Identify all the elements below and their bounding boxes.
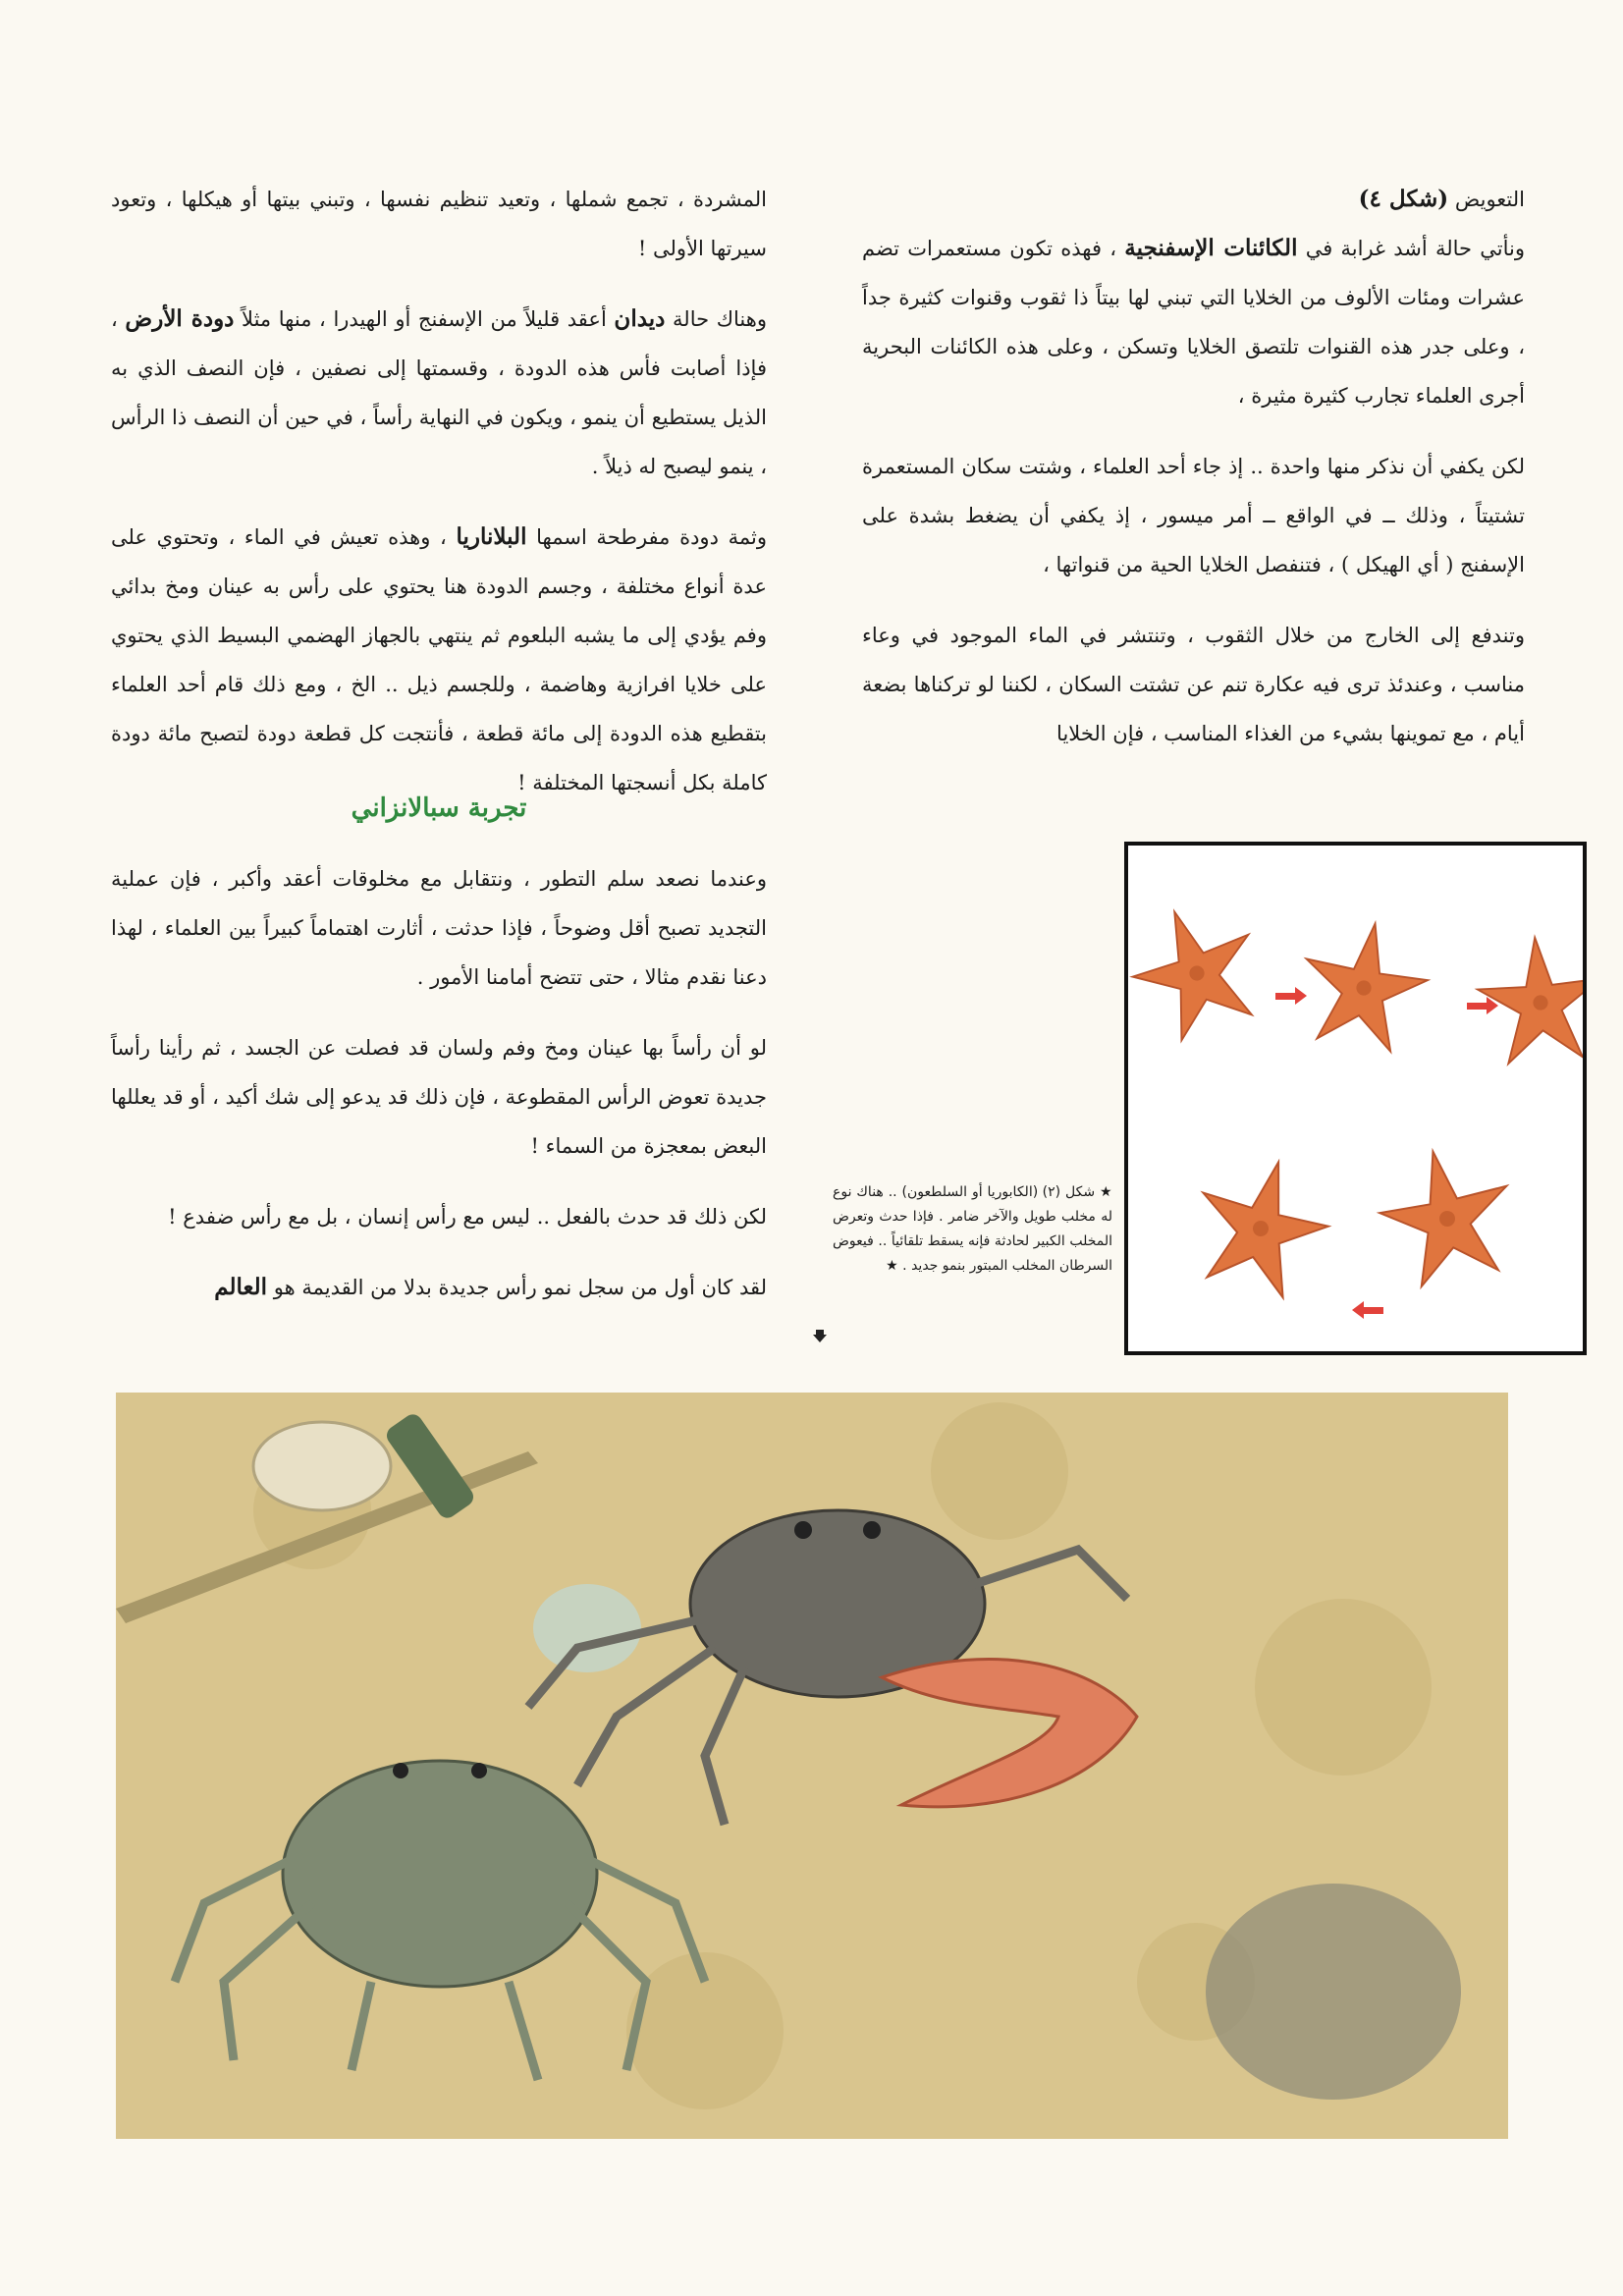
paragraph: وتندفع إلى الخارج من خلال الثقوب ، وتنتشر في الماء الموجود في وعاء مناسب ، وعندئذ ترى فيه عكارة تنم عن تشتت السكان ، لكننا لو تركناها بضعة أيام ، مع تموينها بشيء من الغذاء المناسب ، فإن الخلايا	[862, 624, 1525, 745]
starfish-shape	[1182, 1145, 1341, 1304]
highlight-term: ديدان	[614, 305, 666, 332]
paragraph: لكن يكفي أن نذكر منها واحدة .. إذ جاء أحد العلماء ، وشتت سكان المستعمرة تشتيتاً ، وذلك ــ في الواقع ــ أمر ميسور ، إذ يكفي أن يضغط بشدة على الإسفنج ( أي الهيكل ) ، فتنفصل الخلايا الحية من قنواتها ،	[862, 455, 1525, 576]
arrow-icon	[1275, 987, 1307, 1005]
paragraph-text: ، فإذا أصابت فأس هذه الدودة ، وقسمتها إلى نصفين ، فإن النصف الذي به الذيل يستطيع أن ينمو ، ويكون في النهاية رأساً ، في حين أن النصف ذا الرأس ، ينمو ليصبح له ذيلاً .	[111, 307, 767, 478]
paragraph	[862, 224, 1525, 420]
starfish-shape	[1474, 932, 1583, 1066]
pebble-shape	[533, 1584, 641, 1672]
paragraph	[111, 295, 767, 491]
rock-shape	[1206, 1884, 1461, 2100]
figure-reference: (شكل ٤)	[1358, 186, 1449, 212]
paragraph-text: ، فهذه تكون مستعمرات تضم عشرات ومئات الألوف من الخلايا التي تبني لها بيتاً ذا ثقوب وقنوات كثيرة جداً ، وعلى جدر هذه القنوات تلتصق الخلايا وتسكن ، وعلى هذه الكائنات البحرية أجرى العلماء تجارب كثيرة مثيرة ،	[862, 237, 1525, 408]
right-text-column	[862, 175, 1525, 780]
section-heading: تجربة سبالانزاني	[351, 793, 527, 823]
starfish-illustration	[1124, 842, 1587, 1355]
highlight-term: الكائنات الإسفنجية	[1124, 235, 1298, 261]
down-arrow-icon	[812, 1328, 828, 1343]
starfish-shape	[1293, 913, 1435, 1056]
paragraph: المشردة ، تجمع شملها ، وتعيد تنظيم نفسها ، وتبني بيتها أو هيكلها ، وتعود سيرتها الأولى !	[111, 188, 767, 260]
paragraph-text: وثمة دودة مفرطحة اسمها	[536, 525, 767, 549]
left-text-column-lower	[111, 854, 767, 1334]
highlight-term: العالم	[214, 1274, 268, 1300]
highlight-term: البلاناريا	[456, 523, 527, 550]
paragraph-text: ونأتي حالة أشد غرابة في	[1305, 237, 1525, 260]
figure-caption: ★ شكل (٢) (الكابوريا أو السلطعون) .. هناك نوع له مخلب طويل والآخر ضامر . فإذا حدث وتعرض المخلب الكبير لحادثة فإنه يسقط تلقائياً .. فيعوض السرطان المخلب المبتور بنمو جديد . ★	[833, 1184, 1112, 1274]
shell-shape	[253, 1422, 391, 1510]
paragraph-text: أعقد قليلاً من الإسفنج أو الهيدرا ، منها مثلاً	[242, 307, 607, 331]
top-line-text: التعويض	[1454, 188, 1525, 211]
paragraph	[111, 513, 767, 807]
crab-illustration	[116, 1393, 1508, 2139]
paragraph: وعندما نصعد سلم التطور ، ونتقابل مع مخلوقات أعقد وأكبر ، فإن عملية التجديد تصبح أقل وضوحاً ، فإذا حدثت ، أثارت اهتماماً كبيراً بين العلماء ، لهذا دعنا نقدم مثالا ، حتى تتضح أمامنا الأمور .	[111, 867, 767, 989]
paragraph	[111, 1263, 767, 1312]
starfish-drawing	[1128, 846, 1583, 1351]
paragraph: لكن ذلك قد حدث بالفعل .. ليس مع رأس إنسان ، بل مع رأس ضفدع !	[168, 1205, 767, 1229]
highlight-term: دودة الأرض	[125, 305, 235, 332]
starfish-shape	[1370, 1138, 1524, 1292]
left-text-column	[111, 175, 767, 829]
crab-drawing	[116, 1393, 1508, 2139]
arrow-icon	[1352, 1301, 1383, 1319]
paragraph-text: وهناك حالة	[673, 307, 767, 331]
paragraph: لو أن رأساً بها عينان ومخ وفم ولسان قد فصلت عن الجسد ، ثم رأينا رأساً جديدة تعوض الرأس المقطوعة ، فإن ذلك قد يدعو إلى شك أكيد ، أو قد يعللها البعض بمعجزة من السماء !	[111, 1036, 767, 1158]
starfish-shape	[1128, 891, 1274, 1049]
paragraph-text: لقد كان أول من سجل نمو رأس جديدة بدلا من القديمة هو	[273, 1276, 767, 1299]
paragraph-text: ، وهذه تعيش في الماء ، وتحتوي على عدة أنواع مختلفة ، وجسم الدودة هنا يحتوي على رأس به عينان ومخ بدائي وفم يؤدي إلى ما يشبه البلعوم ثم ينتهي بالجهاز الهضمي البسيط الذي يحتوي على خلايا افرازية وهاضمة ، وللجسم ذيل .. الخ ، ومع ذلك قام أحد العلماء بتقطيع هذه الدودة إلى مائة قطعة ، فأنتجت كل قطعة دودة لتصبح مائة دودة كاملة بكل أنسجتها المختلفة !	[111, 525, 767, 794]
top-line	[862, 175, 1525, 224]
